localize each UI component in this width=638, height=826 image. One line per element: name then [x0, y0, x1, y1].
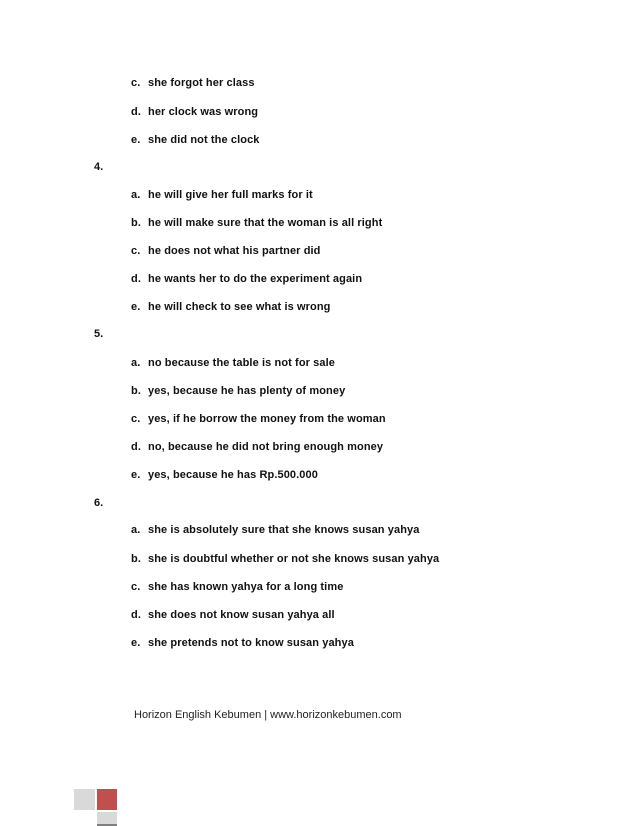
- option-letter: a.: [131, 357, 141, 369]
- q6-option-a: [131, 524, 419, 536]
- q5-option-a: [131, 357, 335, 369]
- option-text: yes, if he borrow the money from the woman: [148, 413, 386, 425]
- corner-decoration-red: [97, 789, 117, 810]
- q4-option-b: [131, 217, 382, 229]
- option-text: he wants her to do the experiment again: [148, 273, 363, 285]
- page-footer: Horizon English Kebumen | www.horizonkebumen.com: [134, 709, 402, 721]
- question-number-6: 6.: [94, 497, 104, 509]
- q5-option-c: [131, 413, 386, 425]
- option-letter: c.: [131, 581, 141, 593]
- q5-option-d: [131, 441, 383, 453]
- q6-option-b: [131, 553, 439, 565]
- q3-option-d: [131, 106, 258, 118]
- q5-option-e: [131, 469, 318, 481]
- question-number-4: 4.: [94, 161, 104, 173]
- option-text: he does not what his partner did: [148, 245, 321, 257]
- q3-option-c: [131, 77, 255, 89]
- option-text: no because the table is not for sale: [148, 357, 335, 369]
- option-text: she pretends not to know susan yahya: [148, 637, 354, 649]
- option-text: she is absolutely sure that she knows susan yahya: [148, 524, 420, 536]
- option-letter: d.: [131, 609, 141, 621]
- option-letter: e.: [131, 469, 141, 481]
- option-letter: e.: [131, 134, 141, 146]
- option-text: she is doubtful whether or not she knows susan yahya: [148, 553, 440, 565]
- q6-option-c: [131, 581, 343, 593]
- option-letter: d.: [131, 106, 141, 118]
- q4-option-e: [131, 301, 331, 313]
- option-letter: a.: [131, 189, 141, 201]
- option-letter: b.: [131, 217, 141, 229]
- option-letter: b.: [131, 385, 141, 397]
- q3-option-e: [131, 134, 260, 146]
- option-letter: e.: [131, 301, 141, 313]
- q6-option-e: [131, 637, 354, 649]
- q5-option-b: [131, 385, 345, 397]
- question-number-5: 5.: [94, 328, 104, 340]
- option-text: she has known yahya for a long time: [148, 581, 344, 593]
- option-letter: c.: [131, 413, 141, 425]
- option-letter: b.: [131, 553, 141, 565]
- option-text: no, because he did not bring enough money: [148, 441, 384, 453]
- option-letter: a.: [131, 524, 141, 536]
- option-letter: c.: [131, 77, 141, 89]
- q6-option-d: [131, 609, 335, 621]
- option-text: she forgot her class: [148, 77, 255, 89]
- option-letter: c.: [131, 245, 141, 257]
- option-text: he will give her full marks for it: [148, 189, 313, 201]
- option-letter: d.: [131, 273, 141, 285]
- option-text: he will check to see what is wrong: [148, 301, 331, 313]
- q4-option-c: [131, 245, 321, 257]
- option-text: he will make sure that the woman is all right: [148, 217, 383, 229]
- option-text: yes, because he has plenty of money: [148, 385, 346, 397]
- option-text: yes, because he has Rp.500.000: [148, 469, 318, 481]
- q4-option-a: [131, 189, 313, 201]
- q4-option-d: [131, 273, 362, 285]
- corner-decoration-gray: [74, 789, 95, 810]
- option-text: she did not the clock: [148, 134, 260, 146]
- option-text: her clock was wrong: [148, 106, 259, 118]
- option-letter: e.: [131, 637, 141, 649]
- option-letter: d.: [131, 441, 141, 453]
- option-text: she does not know susan yahya all: [148, 609, 335, 621]
